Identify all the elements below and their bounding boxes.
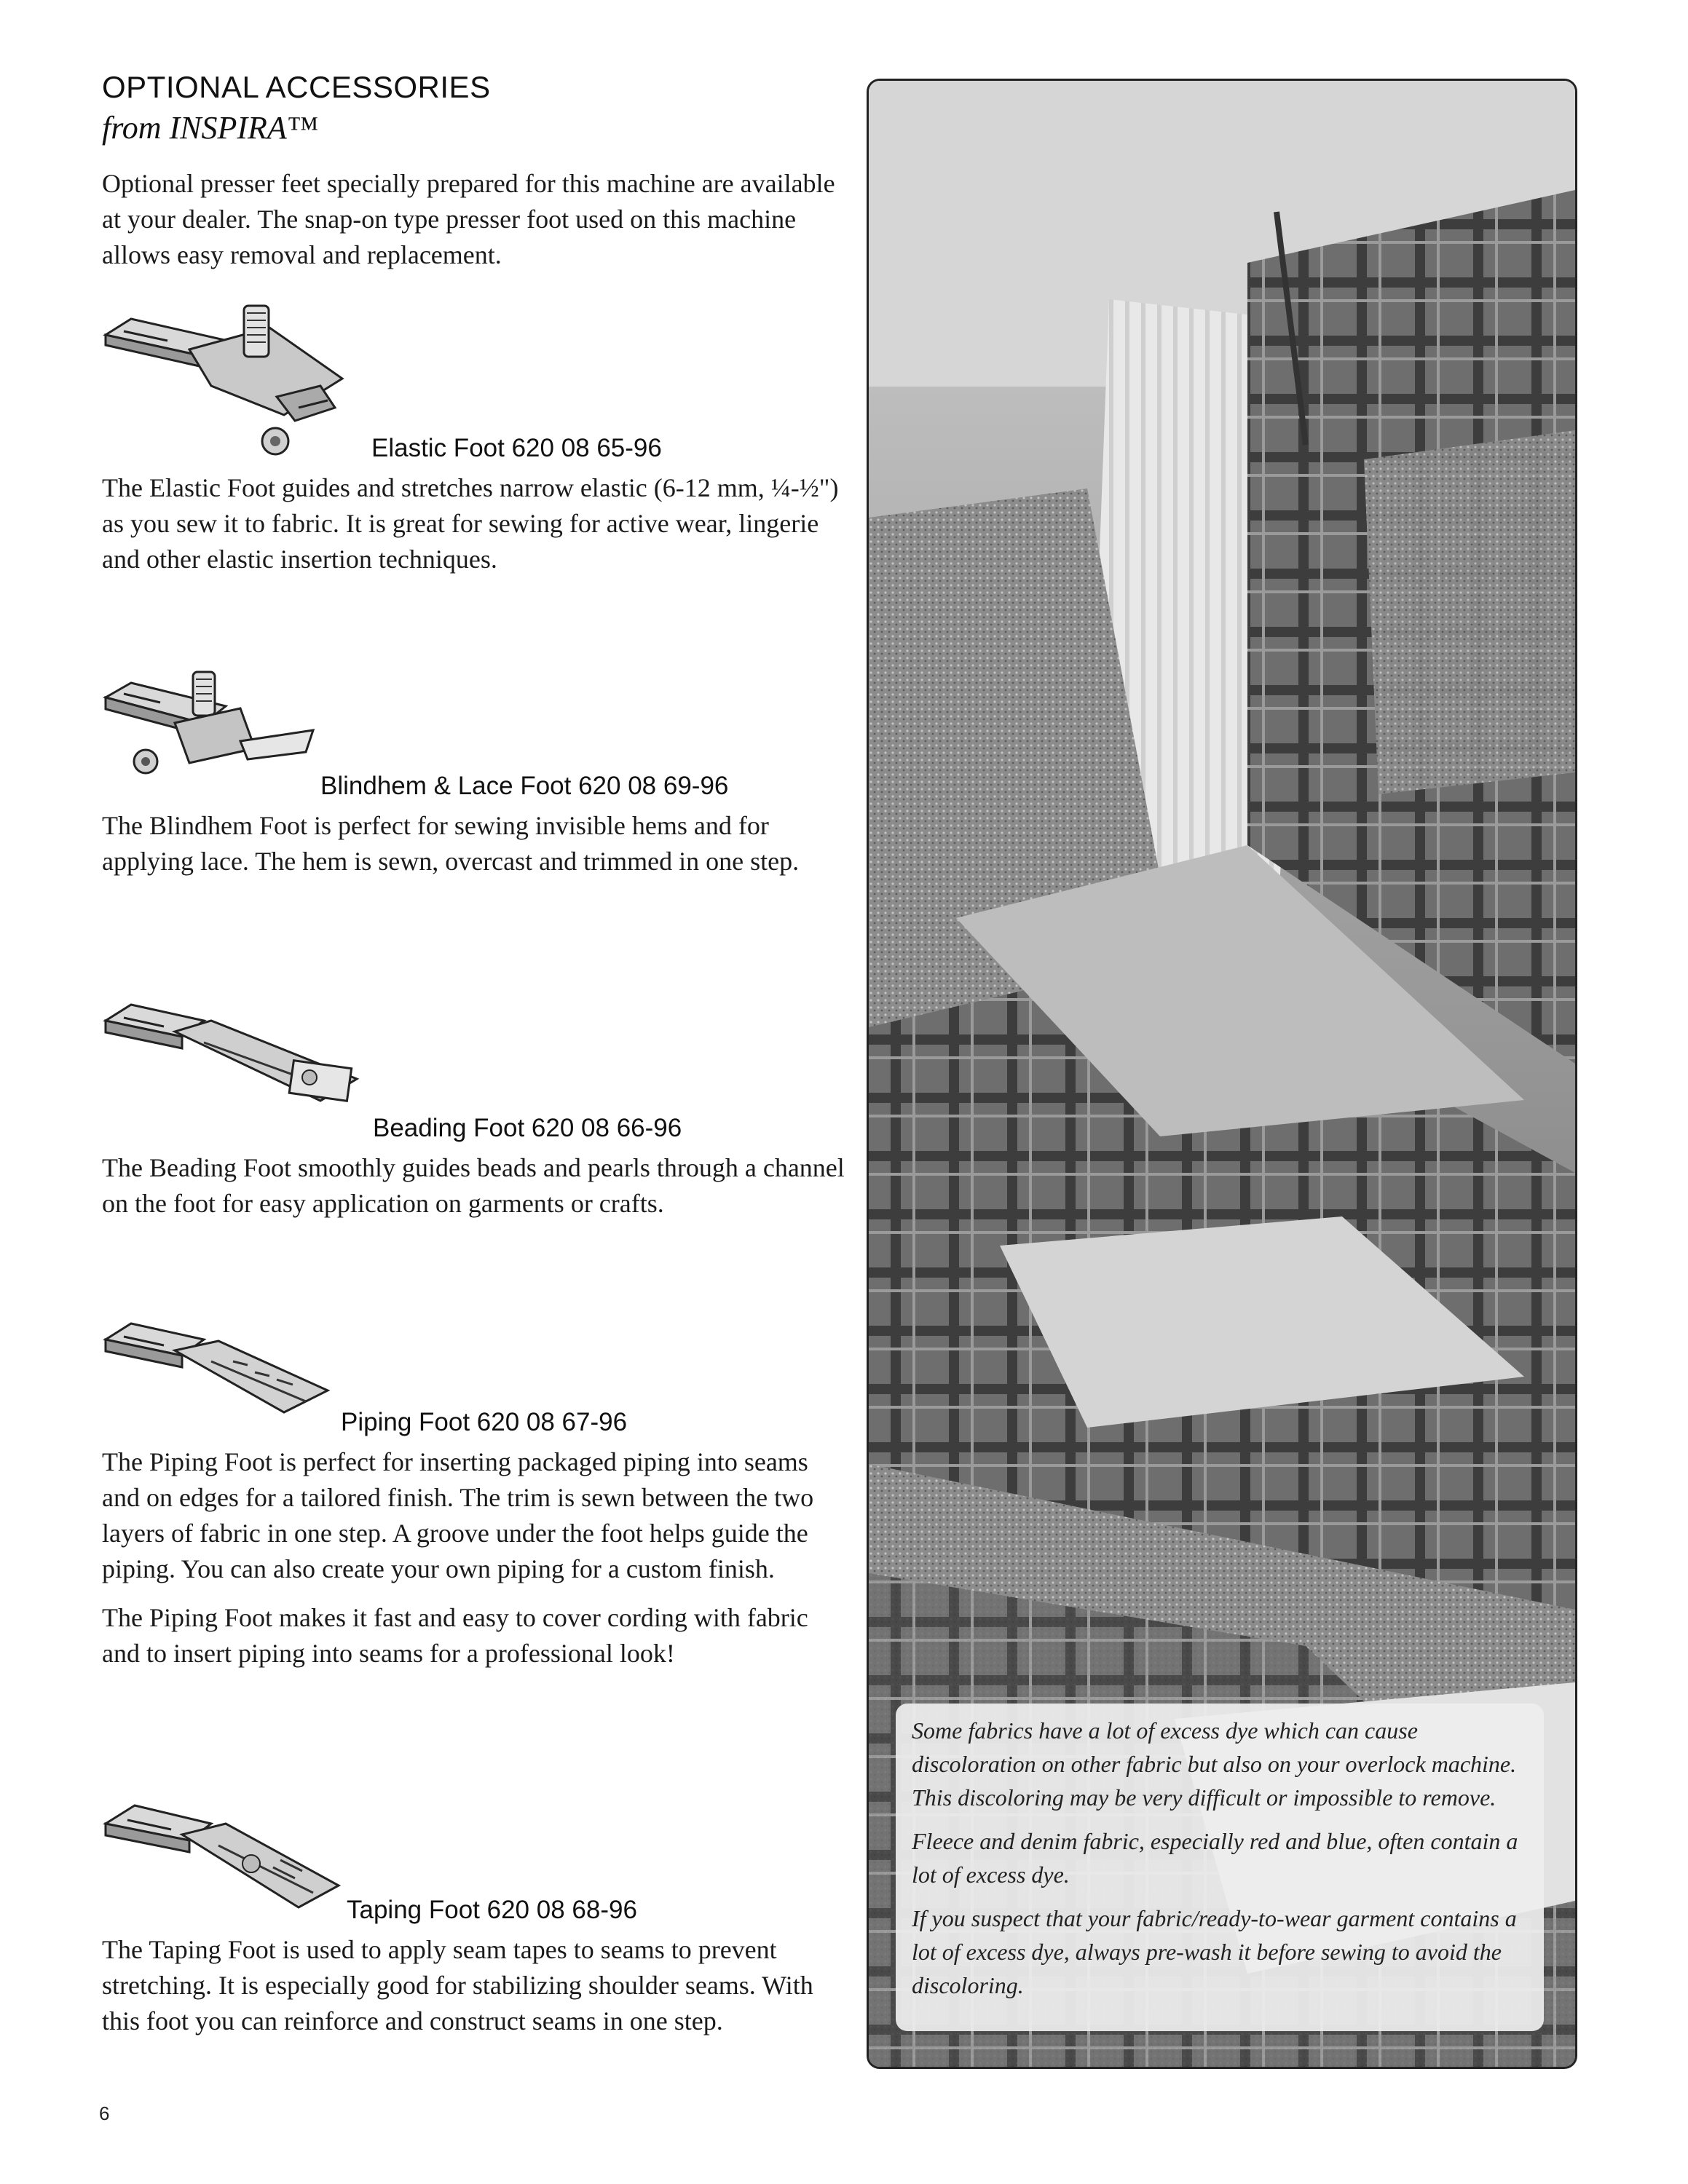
elastic-foot-icon xyxy=(102,298,364,459)
beading-foot-description xyxy=(102,1150,852,1235)
taping-foot-icon xyxy=(102,1791,342,1918)
note-text-1: Some fabrics have a lot of excess dye which can cause discoloration on other fabric but also on your overlock machine. This discoloring may be very difficult or impossible to remove. xyxy=(912,1717,1517,1811)
taping-foot-text: The Taping Foot is used to apply seam tapes to seams to prevent stretching. It is especially good for stabilizing shoulder seams. With this foot you can reinforce and construct seams in one step. xyxy=(102,1935,813,2035)
taping-foot-description xyxy=(102,1932,852,2052)
piping-foot-description xyxy=(102,1444,852,1685)
page-subtitle: from INSPIRA™ xyxy=(102,110,318,146)
beading-foot-text: The Beading Foot smoothly guides beads and pearls through a channel on the foot for easy application on garments or crafts. xyxy=(102,1153,845,1218)
blindhem-lace-foot-text: The Blindhem Foot is perfect for sewing invisible hems and for applying lace. The hem is sewn, overcast and trimmed in one step. xyxy=(102,811,800,876)
page-number: 6 xyxy=(99,2102,110,2124)
beading-foot-icon xyxy=(102,992,364,1115)
piping-foot-text-1: The Piping Foot is perfect for inserting packaged piping into seams and on edges for a tailored finish. The trim is sewn between the two layers of fabric in one step. A groove under the foot helps guide the piping. You can also create your own piping for a custom finish. xyxy=(102,1447,814,1583)
blindhem-lace-foot-description xyxy=(102,808,852,893)
intro-text: Optional presser feet specially prepared for this machine are available at your dealer. The snap-on type presser foot used on this machine allows easy removal and replacement. xyxy=(102,169,835,269)
piping-foot-caption: Piping Foot 620 08 67-96 xyxy=(341,1408,628,1436)
note-text-2: Fleece and denim fabric, especially red and blue, often contain a lot of excess dye. xyxy=(912,1828,1518,1888)
blindhem-lace-foot-icon xyxy=(102,668,320,792)
note-text-3: If you suspect that your fabric/ready-to-wear garment contains a lot of excess dye, always pre-wash it before sewing to avoid the discoloring. xyxy=(912,1905,1517,1998)
elastic-foot-caption: Elastic Foot 620 08 65-96 xyxy=(371,434,662,462)
blindhem-lace-foot-caption: Blindhem & Lace Foot 620 08 69-96 xyxy=(320,772,729,800)
elastic-foot-description xyxy=(102,470,852,590)
dye-warning-note xyxy=(896,1704,1544,2031)
beading-foot-caption: Beading Foot 620 08 66-96 xyxy=(373,1114,682,1142)
piping-foot-text-2: The Piping Foot makes it fast and easy to cover cording with fabric and to insert piping into seams for a professional look! xyxy=(102,1603,808,1668)
piping-foot-icon xyxy=(102,1310,335,1434)
intro-paragraph xyxy=(102,166,852,286)
page-title: OPTIONAL ACCESSORIES xyxy=(102,70,491,104)
elastic-foot-text: The Elastic Foot guides and stretches narrow elastic (6-12 mm, ¼-½") as you sew it to fabric. It is great for sewing for active wear, lingerie and other elastic insertion techniques. xyxy=(102,473,839,574)
taping-foot-caption: Taping Foot 620 08 68-96 xyxy=(347,1896,637,1924)
